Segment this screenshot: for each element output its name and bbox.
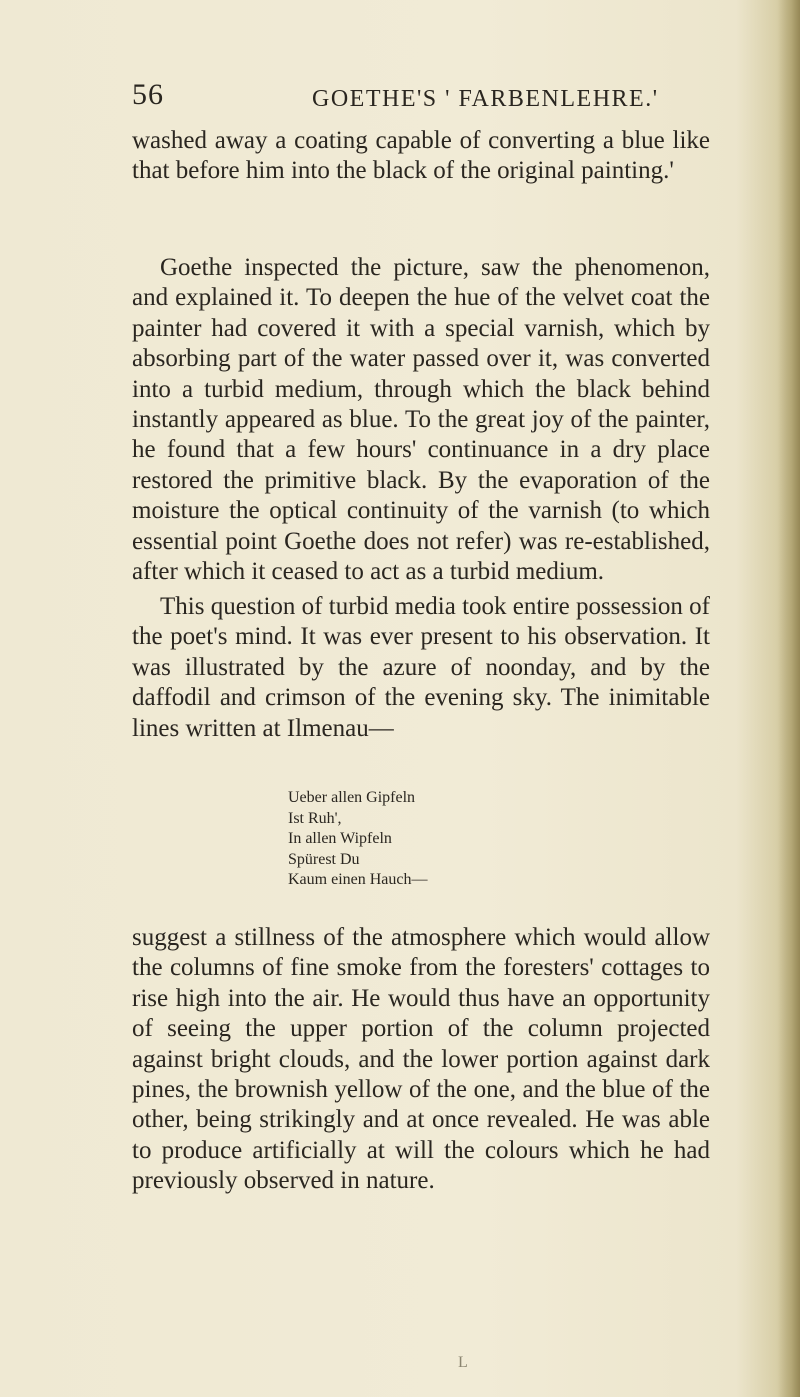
- poem-line: In allen Wipfeln: [288, 830, 392, 847]
- page-edge-shadow: [778, 0, 800, 1397]
- footer-mark: L: [458, 1354, 468, 1371]
- page-number: 56: [132, 78, 164, 111]
- poem-line: Kaum einen Hauch—: [288, 871, 428, 888]
- paragraph-1: washed away a coating capable of converting a blue like that before him into the black of the original painting.': [132, 127, 710, 185]
- poem-quotation: [288, 788, 428, 891]
- running-head: GOETHE'S ' FARBENLEHRE.': [312, 86, 659, 112]
- poem-line: Ist Ruh',: [288, 809, 342, 827]
- paragraph-3: This question of turbid media took entire possession of the poet's mind. It was ever present to his observation. It was illustrated by the azure of noonday, and by the daffodil and crimson of the evening sky. The inimitable lines written at Ilmenau—: [132, 593, 710, 742]
- poem-line: Ueber allen Gipfeln: [288, 789, 416, 806]
- paragraph-2: Goethe inspected the picture, saw the phenomenon, and explained it. To deepen the hue of the velvet coat the painter had covered it with a special varnish, which by absorbing part of the water passed over it, was converted into a turbid medium, through which the black behind instantly appeared as blue. To the great joy of the painter, he found that a few hours' continuance in a dry place restored the primitive black. By the evaporation of the moisture the optical continuity of the varnish (to which essential point Goethe does not refer) was re-established, after which it ceased to act as a turbid medium.: [132, 254, 710, 586]
- poem-line: Spürest Du: [288, 850, 360, 868]
- paragraph-4: suggest a stillness of the atmosphere which would allow the columns of fine smoke from the foresters' cottages to rise high into the air. He would thus have an opportunity of seeing the upper portion of the column projected against bright clouds, and the lower portion against dark pines, the brownish yellow of the one, and the blue of the other, being strikingly and at once revealed. He was able to produce artificially at will the colours which he had previously observed in nature.: [132, 924, 710, 1195]
